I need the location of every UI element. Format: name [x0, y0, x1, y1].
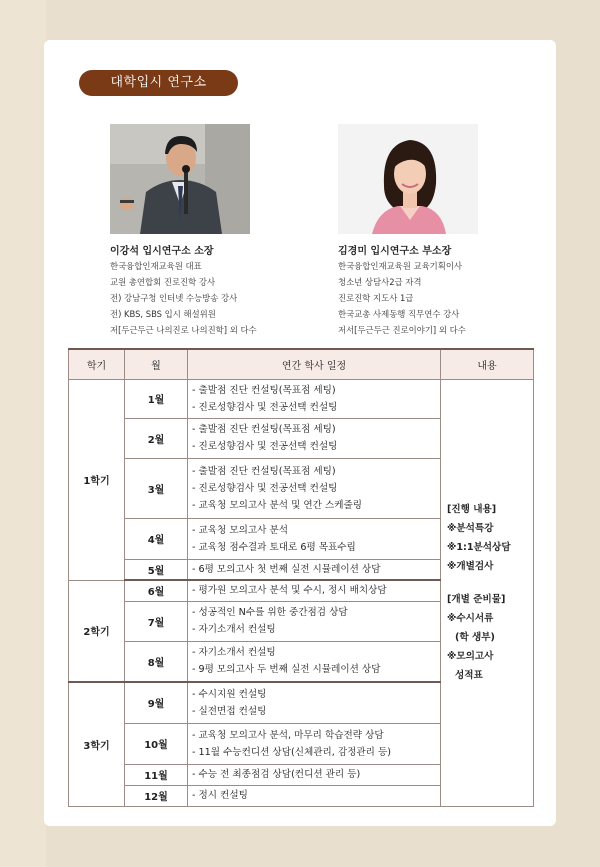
month-cell: 3월 [125, 458, 188, 518]
schedule-item: - 출발점 진단 컨설팅(목표점 세팅) [192, 384, 336, 396]
schedule-item: - 출발점 진단 컨설팅(목표점 세팅) [192, 424, 336, 435]
month-cell: 8월 [125, 641, 188, 682]
prep-item: ※모의고사 [447, 651, 494, 662]
schedule-item: - 교육청 모의고사 분석 [192, 524, 289, 536]
header-semester: 학기 [69, 349, 125, 379]
content-cell [441, 379, 534, 806]
month-cell: 11월 [125, 764, 188, 785]
schedule-cell [188, 559, 441, 580]
schedule-item: - 9평 모의고사 두 번째 실전 시뮬레이션 상담 [192, 664, 381, 676]
schedule-item: - 자기소개서 컨설팅 [192, 624, 276, 635]
header-schedule: 연간 학사 일정 [188, 349, 441, 379]
semester-cell: 1학기 [69, 379, 125, 580]
semester-cell: 3학기 [69, 682, 125, 806]
schedule-cell [188, 601, 441, 641]
month-cell: 6월 [125, 580, 188, 601]
deputy-photo-image [338, 124, 478, 234]
table-header-row [69, 349, 534, 379]
schedule-cell [188, 785, 441, 806]
semester-cell: 2학기 [69, 580, 125, 682]
schedule-cell [188, 458, 441, 518]
schedule-item: - 평가원 모의고사 분석 및 수시, 정시 배치상담 [192, 585, 387, 597]
month-cell: 12월 [125, 785, 188, 806]
career-line: 저[두근두근 나의진로 나의진학] 외 다수 [110, 325, 257, 335]
month-cell: 9월 [125, 682, 188, 723]
month-cell: 10월 [125, 723, 188, 764]
schedule-item: - 6평 모의고사 첫 번째 실전 시뮬레이션 상담 [192, 563, 381, 575]
deputy-photo [338, 124, 478, 234]
schedule-table [68, 348, 534, 807]
background-panel [0, 0, 46, 867]
career-line: 진로진학 지도사 1급 [338, 293, 414, 303]
schedule-cell [188, 723, 441, 764]
deputy-name: 김경미 입시연구소 부소장 [338, 246, 452, 257]
schedule-cell [188, 580, 441, 601]
schedule-item: - 교육청 모의고사 분석, 마무리 학습전략 상담 [192, 729, 384, 741]
schedule-item: - 진로성향검사 및 전공선택 컨설팅 [192, 441, 338, 452]
prep-item: 성적표 [455, 670, 483, 681]
prep-title: [개별 준비물] [447, 594, 506, 605]
schedule-cell [188, 418, 441, 458]
director-photo-image [110, 124, 250, 234]
prep-item: ※수시서류 [447, 613, 494, 624]
table-row [69, 379, 534, 418]
career-line: 한국교총 사제동행 직무연수 강사 [338, 309, 460, 319]
progress-item: ※분석특강 [447, 523, 494, 534]
schedule-cell [188, 764, 441, 785]
month-cell: 2월 [125, 418, 188, 458]
schedule-item: - 자기소개서 컨설팅 [192, 647, 276, 659]
schedule-cell [188, 641, 441, 682]
month-cell: 7월 [125, 601, 188, 641]
schedule-item: - 실전면접 컨설팅 [192, 705, 267, 717]
header-month: 월 [125, 349, 188, 379]
career-line: 한국융합인재교육원 대표 [110, 261, 202, 271]
schedule-item: - 수시지원 컨설팅 [192, 688, 267, 700]
career-line: 전) KBS, SBS 입시 해설위원 [110, 309, 216, 319]
progress-title: [진행 내용] [447, 504, 497, 515]
header-content: 내용 [441, 349, 534, 379]
info-card [44, 40, 556, 826]
deputy-career [338, 258, 466, 338]
career-line: 교원 총연합회 진로진학 강사 [110, 277, 216, 287]
director-career [110, 258, 257, 338]
month-cell: 4월 [125, 518, 188, 559]
schedule-cell [188, 518, 441, 559]
schedule-cell [188, 682, 441, 723]
schedule-item: - 출발점 진단 컨설팅(목표점 세팅) [192, 465, 336, 477]
prep-item: (학 생부) [455, 632, 495, 643]
schedule-item: - 진로성향검사 및 전공선택 컨설팅 [192, 401, 338, 413]
month-cell: 1월 [125, 379, 188, 418]
career-line: 전) 강남구청 인터넷 수능방송 강사 [110, 293, 238, 303]
schedule-cell [188, 379, 441, 418]
schedule-item: - 교육청 점수결과 토대로 6평 목표수립 [192, 541, 356, 553]
schedule-item: - 11월 수능컨디션 상담(신체관리, 감정관리 등) [192, 746, 392, 758]
section-title-badge: 대학입시 연구소 [79, 70, 238, 96]
schedule-item: - 수능 전 최종점검 상담(컨디션 관리 등) [192, 769, 361, 780]
director-photo [110, 124, 250, 234]
schedule-item: - 진로성향검사 및 전공선택 컨설팅 [192, 482, 338, 494]
career-line: 청소년 상담사2급 자격 [338, 277, 422, 287]
schedule-item: - 교육청 모의고사 분석 및 연간 스케줄링 [192, 499, 363, 511]
schedule-item: - 정시 컨설팅 [192, 790, 248, 801]
month-cell: 5월 [125, 559, 188, 580]
progress-item: ※1:1분석상담 [447, 542, 511, 553]
schedule-item: - 성공적인 N수를 위한 중간점검 상담 [192, 607, 348, 618]
director-name: 이강석 입시연구소 소장 [110, 246, 214, 257]
career-line: 저서[두근두근 진로이야기] 외 다수 [338, 325, 466, 335]
career-line: 한국융합인재교육원 교육기획이사 [338, 261, 463, 271]
progress-item: ※개별검사 [447, 561, 494, 572]
